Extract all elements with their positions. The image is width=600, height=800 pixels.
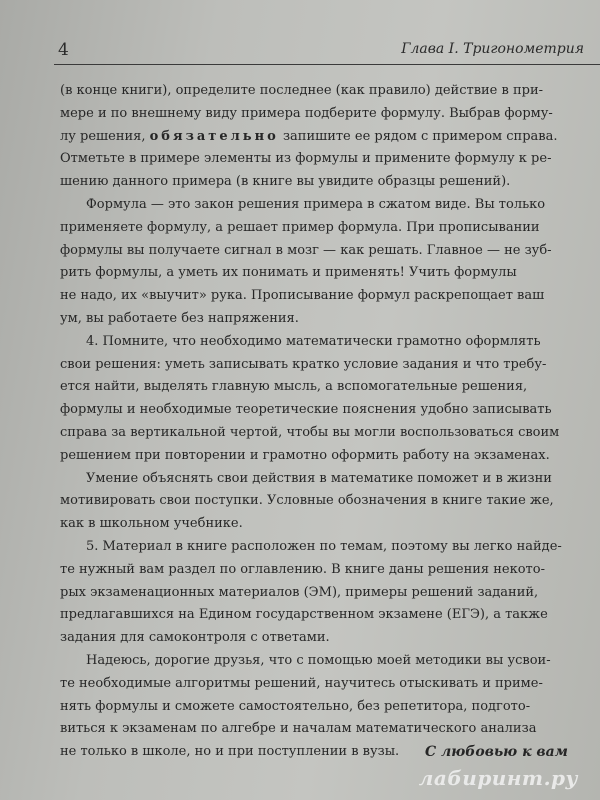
text-line: (в конце книги), определите последнее (как правило) действие в при-	[60, 83, 543, 98]
text-line: Отметьте в примере элементы из формулы и примените формулу к ре-	[60, 151, 552, 167]
text-line: справа за вертикальной чертой, чтобы вы могли воспользоваться своим	[60, 424, 560, 440]
text-line: ется найти, выделять главную мысль, а вспомогательные решения,	[60, 379, 528, 395]
text-line: Надеюсь, дорогие друзья, что с помощью моей методики вы усвои-	[86, 652, 551, 668]
text-line: нять формулы и сможете самостоятельно, без репетитора, подгото-	[60, 698, 531, 714]
signature: С любовью к вам	[425, 744, 568, 760]
text-fragment: запишите ее рядом с примером справа.	[278, 128, 558, 144]
text-line: мере и по внешнему виду примера подберите формулу. Выбрав форму-	[60, 105, 553, 121]
text-line: формулы и необходимые теоретические пояснения удобно записывать	[60, 402, 552, 418]
chapter-title: Глава I. Тригонометрия	[401, 41, 584, 57]
header-rule	[54, 64, 600, 65]
text-line: задания для самоконтроля с ответами.	[60, 630, 330, 646]
page-number: 4	[58, 40, 69, 60]
text-line: решением при повторении и грамотно оформить работу на экзаменах.	[60, 447, 550, 463]
text-line: применяете формулу, а решает пример формула. При прописывании	[60, 219, 540, 235]
text-line: предлагавшихся на Едином государственном экзамене (ЕГЭ), а также	[60, 607, 548, 623]
text-line: те необходимые алгоритмы решений, научитесь отыскивать и приме-	[60, 675, 543, 691]
text-line: 5. Материал в книге расположен по темам, поэтому вы легко найде-	[86, 538, 562, 554]
text-line: не только в школе, но и при поступлении в вузы.	[60, 744, 400, 760]
text-fragment: лу решения,	[60, 128, 150, 144]
text-line: свои решения: уметь записывать кратко условие задания и что требу-	[60, 356, 547, 372]
text-line: как в школьном учебнике.	[60, 516, 243, 532]
watermark-logo: лабиринт.ру	[418, 766, 578, 790]
text-line: не надо, их «выучит» рука. Прописывание формул раскрепощает ваш	[60, 288, 545, 304]
text-line: виться к экзаменам по алгебре и началам математического анализа	[60, 721, 537, 737]
text-line: мотивировать свои поступки. Условные обозначения в книге такие же,	[60, 493, 554, 509]
text-line: ум, вы работаете без напряжения.	[60, 310, 299, 326]
text-line: рых экзаменационных материалов (ЭМ), примеры решений заданий,	[60, 584, 539, 600]
page-body	[60, 80, 580, 764]
emphasized-word: обязательно	[149, 128, 279, 144]
text-line: те нужный вам раздел по оглавлению. В книге даны решения некото-	[60, 561, 545, 577]
page-header	[0, 30, 600, 66]
text-line: Умение объяснять свои действия в математике поможет и в жизни	[86, 470, 552, 486]
text-line: рить формулы, а уметь их понимать и применять! Учить формулы	[60, 265, 517, 281]
text-line: шению данного примера (в книге вы увидите образцы решений).	[60, 174, 511, 190]
text-line: 4. Помните, что необходимо математически грамотно оформлять	[86, 333, 541, 349]
text-line: Формула — это закон решения примера в сжатом виде. Вы только	[86, 196, 546, 212]
text-line	[60, 126, 580, 149]
text-line: формулы вы получаете сигнал в мозг — как решать. Главное — не зуб-	[60, 242, 552, 258]
